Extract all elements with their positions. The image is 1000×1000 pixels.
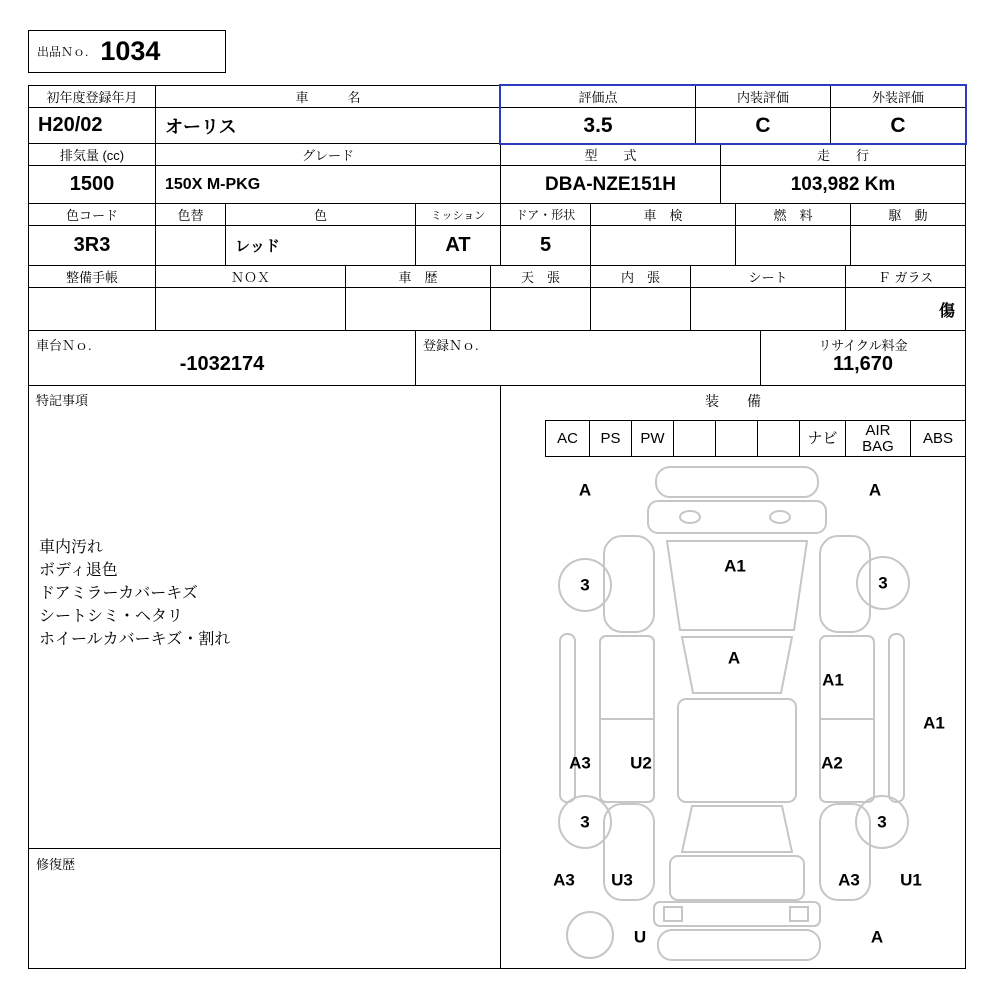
equipment-cell-empty-1	[673, 420, 716, 457]
damage-code-rear-right-quarter: U1	[900, 870, 922, 890]
color-change-value	[155, 225, 226, 266]
door-shape-value: 5	[500, 225, 591, 266]
seat-value	[690, 287, 846, 331]
score-label: 評価点	[500, 85, 696, 108]
chassis-no-cell	[28, 330, 416, 386]
damage-code-rear-right: A3	[838, 870, 860, 890]
notes-text	[39, 536, 230, 651]
fuel-label: 燃 料	[735, 203, 851, 226]
repair-history-divider	[28, 848, 501, 849]
damage-code-front-right-wheel: 3	[878, 573, 888, 593]
model-code-label: 型 式	[500, 143, 721, 166]
recycle-fee-cell	[760, 330, 966, 386]
note-line: ボディ退色	[39, 562, 118, 579]
interior-grade-value: C	[695, 107, 831, 144]
equipment-cell-airbag-text: AIR BAG	[862, 421, 894, 455]
note-line: ホイールカバーキズ・割れ	[39, 631, 231, 648]
exterior-grade-value: C	[830, 107, 966, 144]
equipment-cell-ac: AC	[545, 420, 590, 457]
exterior-grade-label: 外装評価	[830, 85, 966, 108]
equipment-cell-navi: ナビ	[799, 420, 846, 457]
damage-code-front-right-corner: A	[868, 480, 882, 500]
equipment-cell-ps: PS	[589, 420, 632, 457]
fuel-value	[735, 225, 851, 266]
interior-trim-label: 内 張	[590, 265, 691, 288]
inspection-label: 車 検	[590, 203, 736, 226]
interior-trim-value	[590, 287, 691, 331]
note-line: ドアミラーカバーキズ	[39, 585, 198, 602]
color-change-label: 色替	[155, 203, 226, 226]
nox-label: ＮＯＸ	[155, 265, 346, 288]
inspection-value	[590, 225, 736, 266]
headliner-value	[490, 287, 591, 331]
drive-label: 駆 動	[850, 203, 966, 226]
interior-grade-label: 内装評価	[695, 85, 831, 108]
seat-label: シート	[690, 265, 846, 288]
car-name-label: 車 名	[155, 85, 501, 108]
damage-code-right-rear-door: A2	[821, 753, 843, 773]
color-label: 色	[225, 203, 416, 226]
front-glass-value: 傷	[845, 287, 966, 331]
damage-code-rear-left-quarter: A3	[553, 870, 575, 890]
car-name-value: オーリス	[155, 107, 501, 144]
damage-code-rear-bumper-left: U	[633, 927, 647, 947]
note-line: シートシミ・ヘタリ	[39, 608, 184, 625]
equipment-cell-empty-2	[715, 420, 758, 457]
damage-code-hood: A1	[724, 556, 746, 576]
grade-value: 150X M-PKG	[155, 165, 501, 204]
damage-code-front-left-wheel: 3	[580, 575, 590, 595]
damage-code-left-rear-door: U2	[630, 753, 652, 773]
registration-no-label: 登録Ｎｏ.	[423, 338, 479, 353]
damage-code-windshield: A	[727, 648, 741, 668]
damage-code-rear-left: U3	[611, 870, 633, 890]
mileage-value: 103,982 Km	[720, 165, 966, 204]
door-shape-label: ドア・形状	[500, 203, 591, 226]
model-code-value: DBA-NZE151H	[500, 165, 721, 204]
first-registration-label: 初年度登録年月	[28, 85, 156, 108]
car-damage-diagram	[500, 456, 965, 968]
equipment-cell-empty-3	[757, 420, 800, 457]
displacement-label: 排気量 (cc)	[28, 143, 156, 166]
transmission-value: AT	[415, 225, 501, 266]
equipment-cell-abs: ABS	[910, 420, 966, 457]
damage-code-right-side: A1	[923, 713, 945, 733]
maintenance-record-value	[28, 287, 156, 331]
damage-code-left-side: A3	[569, 753, 591, 773]
equipment-cell-pw: PW	[631, 420, 674, 457]
auction-number-label: 出品Ｎｏ.	[37, 45, 89, 59]
damage-code-front-left-corner: A	[578, 480, 592, 500]
chassis-no-value: -1032174	[179, 353, 265, 375]
drive-value	[850, 225, 966, 266]
recycle-fee-label: リサイクル料金	[818, 338, 908, 353]
registration-no-cell	[415, 330, 761, 386]
score-value: 3.5	[500, 107, 696, 144]
damage-code-right-front-door: A1	[822, 670, 844, 690]
equipment-cell-airbag	[845, 420, 911, 457]
repair-history-label: 修復歴	[36, 857, 76, 872]
damage-code-rear-right-wheel: 3	[877, 812, 887, 832]
first-registration-value: H20/02	[28, 107, 156, 144]
maintenance-record-label: 整備手帳	[28, 265, 156, 288]
color-code-label: 色コード	[28, 203, 156, 226]
damage-code-rear-bumper-right: A	[870, 927, 884, 947]
car-history-value	[345, 287, 491, 331]
color-code-value: 3R3	[28, 225, 156, 266]
notes-label: 特記事項	[36, 393, 89, 408]
auction-number-value: 1034	[100, 36, 161, 66]
car-outline	[559, 467, 909, 960]
notes-panel	[28, 385, 501, 969]
displacement-value: 1500	[28, 165, 156, 204]
nox-value	[155, 287, 346, 331]
headliner-label: 天 張	[490, 265, 591, 288]
color-value: レッド	[225, 225, 416, 266]
car-history-label: 車 歴	[345, 265, 491, 288]
auction-number-box	[28, 30, 226, 73]
note-line: 車内汚れ	[39, 539, 104, 556]
chassis-no-label: 車台Ｎｏ.	[36, 338, 92, 353]
front-glass-label: Ｆ ガラス	[845, 265, 966, 288]
grade-label: グレード	[155, 143, 501, 166]
mileage-label: 走 行	[720, 143, 966, 166]
recycle-fee-value: 11,670	[832, 353, 894, 375]
equipment-label: 装 備	[705, 393, 761, 409]
transmission-label: ミッション	[415, 203, 501, 226]
damage-code-rear-left-wheel: 3	[580, 812, 590, 832]
